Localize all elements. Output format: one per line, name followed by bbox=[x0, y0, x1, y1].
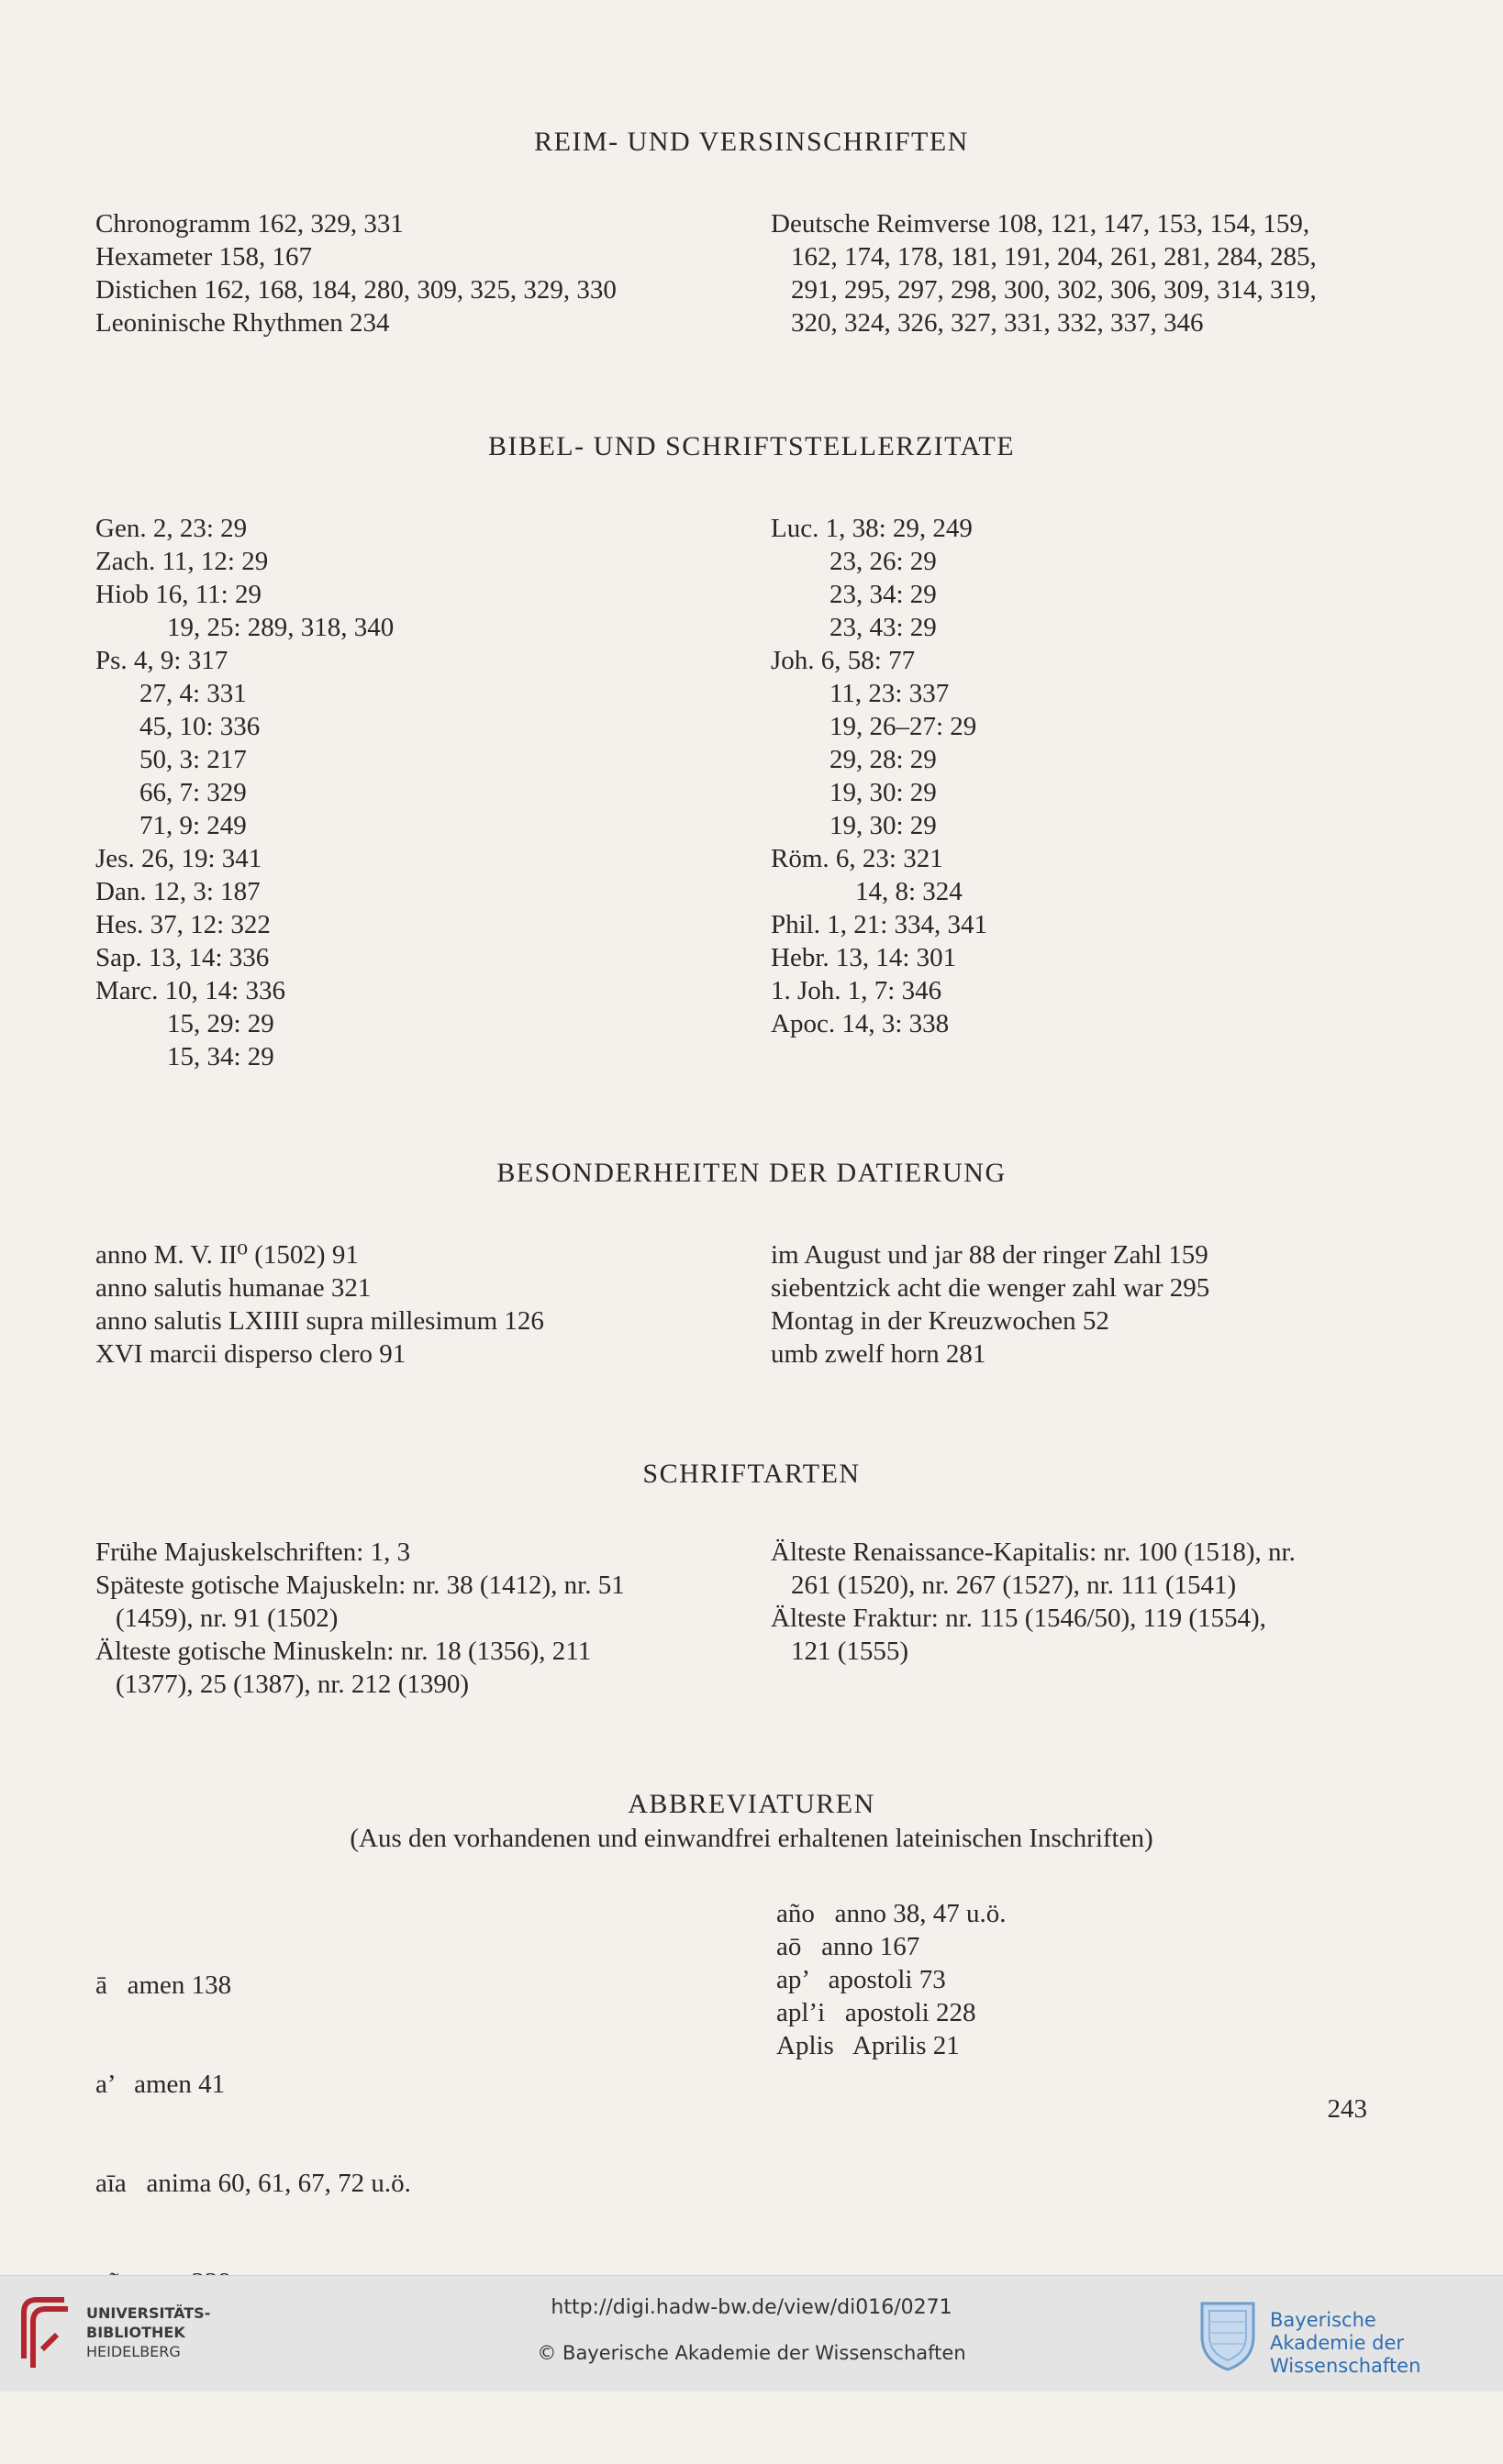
citation-entry: Phil. 1, 21: 334, 341 bbox=[771, 910, 988, 939]
citation-entry: 14, 8: 324 bbox=[855, 877, 963, 906]
abbrev-right-column bbox=[776, 1897, 1007, 2062]
citation-entry: 50, 3: 217 bbox=[139, 745, 247, 774]
script-entry: Späteste gotische Majuskeln: nr. 38 (1412), nr. 51 bbox=[95, 1571, 625, 1600]
document-url-link[interactable]: http://digi.hadw-bw.de/view/di016/0271 bbox=[551, 2296, 952, 2319]
section-title-bibel: BIBEL- UND SCHRIFTSTELLERZITATE bbox=[487, 431, 1016, 461]
schriftarten-left-column bbox=[95, 1536, 625, 1701]
index-entry: Leoninische Rhythmen 234 bbox=[95, 308, 390, 338]
viewer-footer bbox=[0, 2275, 1503, 2392]
citation-entry: Marc. 10, 14: 336 bbox=[95, 976, 285, 1005]
schriftarten-right-column bbox=[771, 1536, 1296, 1668]
dating-entry: im August und jar 88 der ringer Zahl 159 bbox=[771, 1240, 1208, 1270]
copyright-notice: © Bayerische Akademie der Wissenschaften bbox=[537, 2342, 966, 2364]
citation-entry: 15, 34: 29 bbox=[167, 1042, 274, 1071]
dating-entry: Montag in der Kreuzwochen 52 bbox=[771, 1306, 1109, 1336]
citation-entry: 71, 9: 249 bbox=[139, 811, 247, 840]
reim-right-column bbox=[771, 207, 1317, 339]
index-entry: Distichen 162, 168, 184, 280, 309, 325, 329, 330 bbox=[95, 275, 617, 305]
dating-entry: anno salutis humanae 321 bbox=[95, 1273, 372, 1303]
dating-entry: siebentzick acht die wenger zahl war 295 bbox=[771, 1273, 1210, 1303]
abbreviation-entry: año anno 38, 47 u.ö. bbox=[776, 1899, 1007, 1928]
index-entry: 162, 174, 178, 181, 191, 204, 261, 281, 284, 285, bbox=[791, 242, 1317, 272]
abbreviation-entry: apl’i apostoli 228 bbox=[776, 1998, 976, 2027]
script-entry: 261 (1520), nr. 267 (1527), nr. 111 (1541) bbox=[791, 1571, 1237, 1600]
logo-line: UNIVERSITÄTS- bbox=[86, 2304, 211, 2322]
citation-entry: Gen. 2, 23: 29 bbox=[95, 514, 248, 543]
reim-left-column bbox=[95, 207, 617, 339]
logo-line: BIBLIOTHEK bbox=[86, 2324, 185, 2341]
dating-entry: anno M. V. II⁰ (1502) 91 bbox=[95, 1240, 359, 1270]
citation-entry: 11, 23: 337 bbox=[829, 679, 950, 708]
citation-entry: Hebr. 13, 14: 301 bbox=[771, 943, 957, 972]
citation-entry: 23, 34: 29 bbox=[829, 580, 937, 609]
citation-entry: 45, 10: 336 bbox=[139, 712, 261, 741]
citation-entry: 1. Joh. 1, 7: 346 bbox=[771, 976, 942, 1005]
citation-entry: 27, 4: 331 bbox=[139, 679, 247, 708]
citation-entry: Apoc. 14, 3: 338 bbox=[771, 1009, 950, 1038]
abbreviation-entry: Aplis Aprilis 21 bbox=[776, 2031, 960, 2060]
script-entry: (1459), nr. 91 (1502) bbox=[116, 1604, 339, 1633]
citation-entry: 19, 30: 29 bbox=[829, 811, 937, 840]
page-number: 243 bbox=[1327, 2094, 1367, 2124]
abbreviation-entry: ā amen 138 bbox=[95, 1970, 232, 2000]
abbreviation-entry: aō anno 167 bbox=[776, 1932, 920, 1961]
section-title-datierung: BESONDERHEITEN DER DATIERUNG bbox=[496, 1158, 1007, 1188]
citation-entry: Luc. 1, 38: 29, 249 bbox=[771, 514, 973, 543]
script-entry: Älteste Renaissance-Kapitalis: nr. 100 (1518), nr. bbox=[771, 1537, 1296, 1567]
citation-entry: 66, 7: 329 bbox=[139, 778, 247, 807]
datierung-left-column bbox=[95, 1238, 544, 1371]
citation-entry: Joh. 6, 58: 77 bbox=[771, 646, 916, 675]
script-entry: Älteste Fraktur: nr. 115 (1546/50), 119 (1554), bbox=[771, 1604, 1266, 1633]
bavarian-crest-icon bbox=[1191, 2291, 1264, 2373]
index-entry: Chronogramm 162, 329, 331 bbox=[95, 209, 404, 239]
citation-entry: Dan. 12, 3: 187 bbox=[95, 877, 261, 906]
dating-entry: umb zwelf horn 281 bbox=[771, 1339, 986, 1369]
citation-entry: 19, 26–27: 29 bbox=[829, 712, 977, 741]
academy-logo[interactable] bbox=[1191, 2291, 1494, 2377]
abbreviation-entry: a’ amen 41 bbox=[95, 2070, 226, 2099]
script-entry: Älteste gotische Minuskeln: nr. 18 (1356), 211 bbox=[95, 1637, 592, 1666]
bibel-right-column bbox=[771, 512, 987, 1040]
section-subtitle-abbreviaturen: (Aus den vorhandenen und einwandfrei erhaltenen lateinischen Inschriften) bbox=[350, 1824, 1153, 1853]
script-entry: 121 (1555) bbox=[791, 1637, 909, 1666]
dating-entry: XVI marcii disperso clero 91 bbox=[95, 1339, 406, 1369]
bibel-left-column bbox=[95, 512, 394, 1073]
citation-entry: Sap. 13, 14: 336 bbox=[95, 943, 270, 972]
logo-line: Akademie der Wissenschaften bbox=[1270, 2332, 1421, 2377]
index-entry: 291, 295, 297, 298, 300, 302, 306, 309, 314, 319, bbox=[791, 275, 1317, 305]
section-title-schriftarten: SCHRIFTARTEN bbox=[642, 1459, 861, 1489]
citation-entry: 23, 43: 29 bbox=[829, 613, 937, 642]
index-entry: Hexameter 158, 167 bbox=[95, 242, 312, 272]
dating-entry: anno salutis LXIIII supra millesimum 126 bbox=[95, 1306, 544, 1336]
citation-entry: Ps. 4, 9: 317 bbox=[95, 646, 228, 675]
citation-entry: Hes. 37, 12: 322 bbox=[95, 910, 271, 939]
citation-entry: Zach. 11, 12: 29 bbox=[95, 547, 269, 576]
index-entry: 320, 324, 326, 327, 331, 332, 337, 346 bbox=[791, 308, 1204, 338]
citation-entry: 15, 29: 29 bbox=[167, 1009, 274, 1038]
citation-entry: 29, 28: 29 bbox=[829, 745, 937, 774]
citation-entry: Röm. 6, 23: 321 bbox=[771, 844, 943, 873]
script-entry: (1377), 25 (1387), nr. 212 (1390) bbox=[116, 1670, 470, 1699]
logo-line: Bayerische bbox=[1270, 2309, 1376, 2331]
logo-line: HEIDELBERG bbox=[86, 2343, 181, 2360]
section-title-reim: REIM- UND VERSINSCHRIFTEN bbox=[534, 127, 969, 157]
citation-entry: 19, 30: 29 bbox=[829, 778, 937, 807]
index-entry: Deutsche Reimverse 108, 121, 147, 153, 154, 159, bbox=[771, 209, 1310, 239]
datierung-right-column bbox=[771, 1238, 1209, 1371]
abbreviation-entry: aīa anima 60, 61, 67, 72 u.ö. bbox=[95, 2169, 411, 2198]
citation-entry: Hiob 16, 11: 29 bbox=[95, 580, 262, 609]
abbreviation-entry: ap’ apostoli 73 bbox=[776, 1965, 946, 1994]
citation-entry: Jes. 26, 19: 341 bbox=[95, 844, 262, 873]
section-title-abbreviaturen: ABBREVIATUREN bbox=[628, 1789, 875, 1819]
script-entry: Frühe Majuskelschriften: 1, 3 bbox=[95, 1537, 411, 1567]
citation-entry: 23, 26: 29 bbox=[829, 547, 937, 576]
citation-entry: 19, 25: 289, 318, 340 bbox=[167, 613, 395, 642]
